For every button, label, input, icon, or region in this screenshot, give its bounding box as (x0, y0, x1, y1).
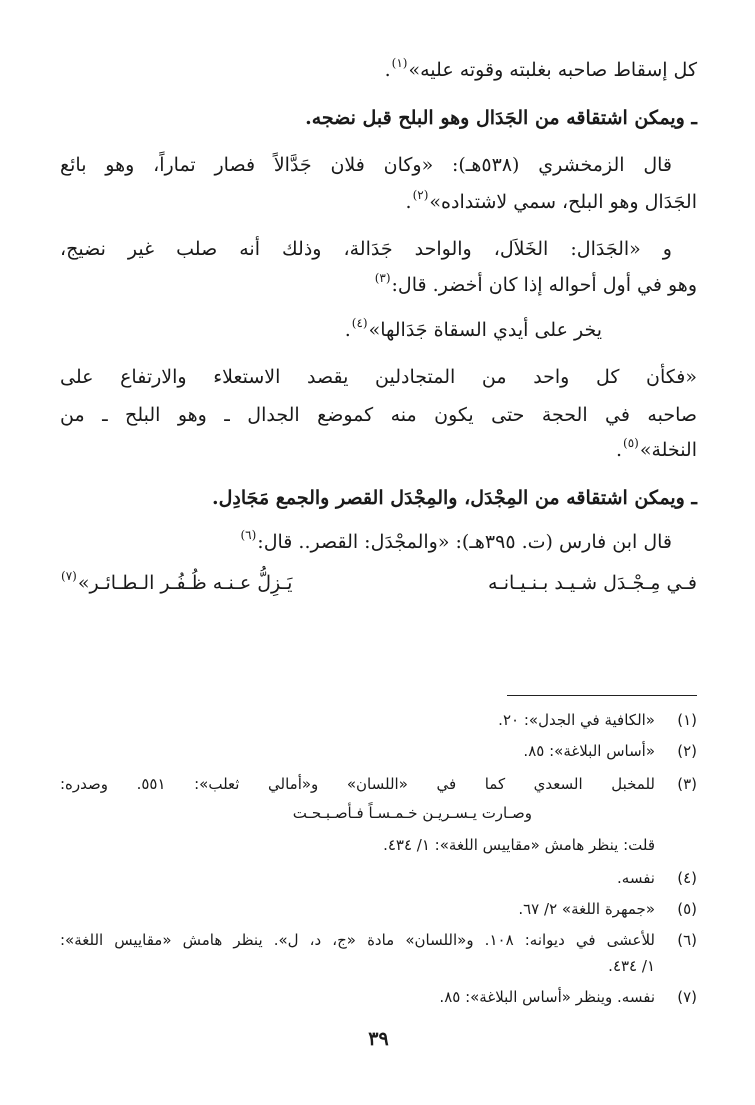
body-line-8 (60, 362, 697, 392)
body-text: «فكأن كل واحد من المتجادلين يقصد الاستعلاء والارتفاع على (60, 366, 697, 388)
body-line-10 (60, 435, 697, 465)
body-text: ـ ويمكن اشتقاقه من الجَدَال وهو البلح قبل نضجه. (305, 107, 697, 129)
footnote-ref-2[interactable]: (٢) (412, 188, 429, 202)
footnote-ref-1[interactable]: (١) (391, 56, 408, 70)
footnote-ref-4[interactable]: (٤) (351, 316, 368, 330)
footnote-text: «أساس البلاغة»: ٨٥. (523, 742, 655, 760)
body-text: قال الزمخشري (٥٣٨هـ): «وكان فلان جَدَّالاً فصار تماراً، وهو بائع (60, 154, 673, 176)
body-text: يخر على أيدي السقاة جَدَالها» (368, 319, 602, 341)
body-text: . (615, 439, 622, 461)
body-text: . (405, 191, 412, 213)
footnote-text: نفسه. (617, 869, 655, 887)
footnote-number: (٥) (677, 900, 697, 918)
body-line-9 (60, 400, 697, 430)
body-line-2 (60, 103, 697, 133)
verse-quote (60, 315, 602, 345)
footnote-ref-3[interactable]: (٣) (374, 271, 391, 285)
footnote-number: (٧) (677, 988, 697, 1006)
body-text: كل إسقاط صاحبه بغلبته وقوته عليه» (408, 59, 697, 81)
footnote-ref-6[interactable]: (٦) (240, 528, 257, 542)
body-text: يَـزِلُّ عـنـه ظُـفُـر الـطـائـر» (77, 572, 293, 594)
footnote-number: (٤) (677, 869, 697, 887)
body-text: . (384, 59, 391, 81)
page-number: ٣٩ (368, 1028, 389, 1050)
poem-first-hemistich: فـي مِـجْـدَل شـيـد بـنـيـانـه (488, 572, 697, 594)
body-text: الجَدَال وهو البلح، سمي لاشتداده» (429, 191, 697, 213)
footnote-ref-7[interactable]: (٧) (61, 569, 77, 583)
body-text: ـ ويمكن اشتقاقه من المِجْدَل، والمِجْدَل القصر والجمع مَجَادِل. (212, 487, 697, 509)
footnote-text: للمخبل السعدي كما في «اللسان» و«أمالي ثعلب»: ٥٥١. وصدره: (60, 775, 655, 793)
footnote-text: ١/ ٤٣٤. (608, 957, 655, 975)
footnote-text: للأعشى في ديوانه: ١٠٨. و«اللسان» مادة «ج، د، ل». ينظر هامش «مقاييس اللغة»: (60, 931, 655, 949)
body-line-3 (60, 150, 672, 180)
book-page (60, 40, 697, 1105)
body-line-4 (60, 187, 697, 217)
body-text: قال ابن فارس (ت. ٣٩٥هـ): «والمجْدَل: القصر.. قال: (257, 531, 672, 553)
footnote-text: «الكافية في الجدل»: ٢٠. (498, 711, 655, 729)
footnote-verse: وصـارت يـسـريـن خـمـسـاً فـأصـبـحـت (292, 804, 532, 822)
footnote-number: (٢) (677, 742, 697, 760)
footnote-text: «جمهرة اللغة» ٢/ ٦٧. (518, 900, 655, 918)
footnote-ref-5[interactable]: (٥) (623, 436, 639, 450)
footnote-text: نفسه. وينظر «أساس البلاغة»: ٨٥. (439, 988, 655, 1006)
body-text: . (344, 319, 351, 341)
footnote-text: قلت: ينظر هامش «مقاييس اللغة»: ١/ ٤٣٤. (383, 836, 655, 854)
body-text: و «الجَدَال: الخَلاَل، والواحد جَدَالة، وذلك أنه صلب غير نضيج، (60, 238, 672, 260)
footnote-number: (١) (677, 711, 697, 729)
body-text: النخلة» (639, 439, 697, 461)
body-line-5 (60, 234, 672, 264)
body-text: وهو في أول أحواله إذا كان أخضر. قال: (391, 274, 697, 296)
body-line-11 (60, 483, 697, 513)
footnote-separator (507, 695, 697, 696)
body-line-6 (60, 270, 697, 300)
body-line-12 (60, 527, 672, 557)
body-text: صاحبه في الحجة حتى يكون منه كموضع الجدال ـ وهو البلح ـ من (60, 404, 697, 426)
poem-verse (60, 568, 697, 598)
footnote-number: (٦) (677, 931, 697, 949)
poem-second-hemistich (60, 568, 292, 598)
body-line-1 (60, 55, 697, 85)
footnote-number: (٣) (677, 775, 697, 793)
